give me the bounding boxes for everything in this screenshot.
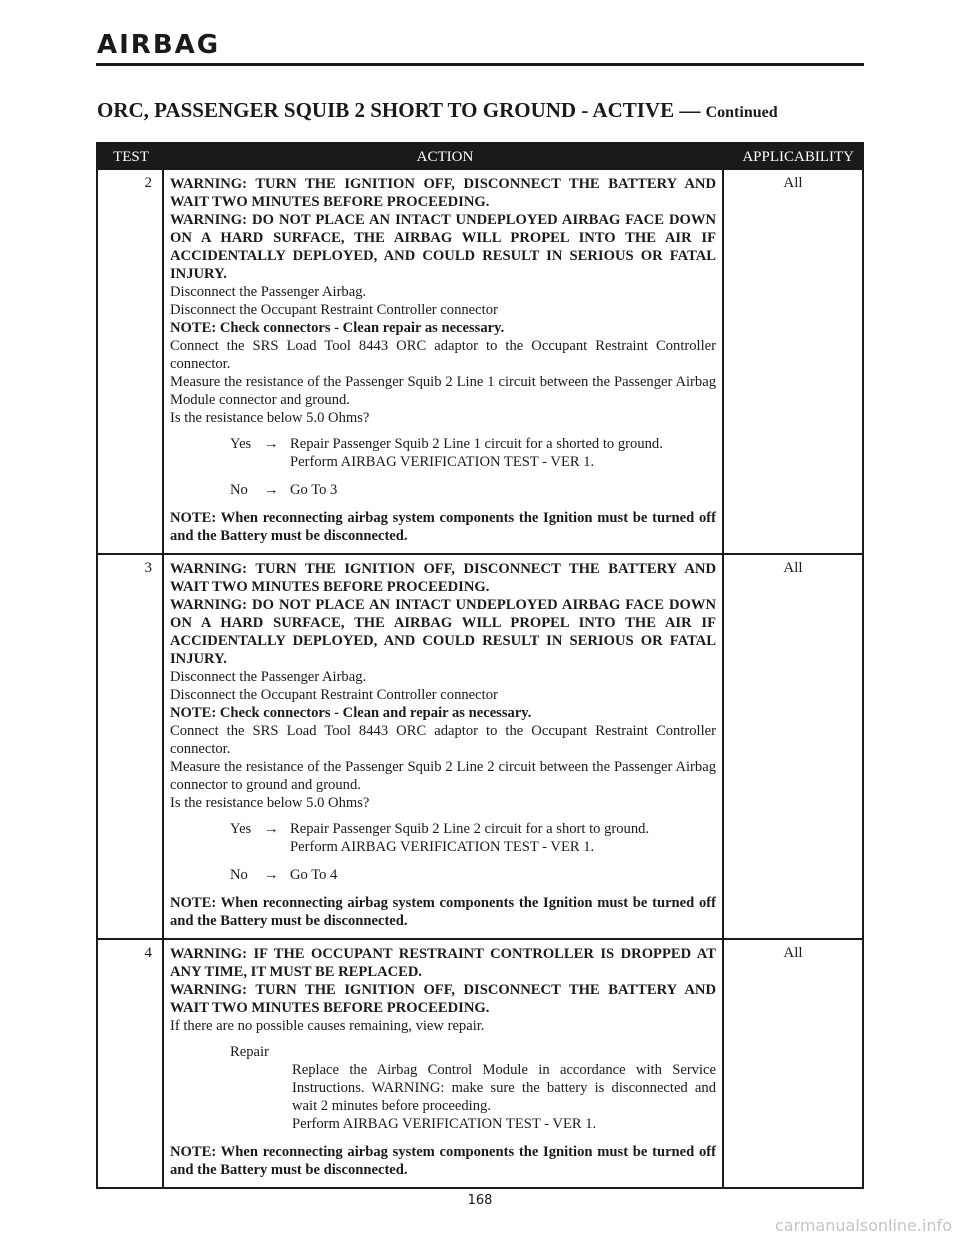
step-text: If there are no possible causes remaining, view repair. (170, 1018, 485, 1034)
step-text: Disconnect the Occupant Restraint Controller connector (170, 302, 498, 318)
action-cell (164, 555, 724, 938)
question-text: Is the resistance below 5.0 Ohms? (170, 795, 370, 811)
yes-label: Yes (230, 821, 252, 837)
note-text: NOTE: Check connectors - Clean repair as necessary. (170, 320, 505, 336)
yes-result (290, 435, 716, 471)
right-arrow-icon: → (264, 821, 279, 837)
column-header-applicability: APPLICABILITY (742, 148, 854, 165)
repair-label: Repair (230, 1044, 269, 1060)
no-branch (230, 866, 716, 884)
page-number: 168 (467, 1193, 493, 1208)
step-text: Disconnect the Passenger Airbag. (170, 284, 367, 300)
warning-text: WARNING: IF THE OCCUPANT RESTRAINT CONTROLLER IS DROPPED AT ANY TIME, IT MUST BE REPLACED. (170, 946, 716, 980)
column-header-action: ACTION (416, 148, 474, 165)
continued-label: Continued (705, 104, 778, 121)
yes-result (290, 820, 716, 856)
page-title-text: ORC, PASSENGER SQUIB 2 SHORT TO GROUND - ACTIVE — (97, 98, 701, 122)
step-text: Connect the SRS Load Tool 8443 ORC adaptor to the Occupant Restraint Controller connector. (170, 723, 716, 757)
applicability-cell: All (783, 175, 803, 191)
table-row-test-4 (98, 938, 862, 1187)
question-text: Is the resistance below 5.0 Ohms? (170, 410, 370, 426)
table-row-test-3 (98, 553, 862, 938)
repair-block (230, 1043, 716, 1133)
yes-result-text: Perform AIRBAG VERIFICATION TEST - VER 1. (290, 454, 595, 470)
table-header (98, 144, 862, 170)
step-text: Connect the SRS Load Tool 8443 ORC adaptor to the Occupant Restraint Controller connector. (170, 338, 716, 372)
note-text: NOTE: Check connectors - Clean and repair as necessary. (170, 705, 532, 721)
test-number: 4 (98, 940, 164, 1187)
step-text: Measure the resistance of the Passenger Squib 2 Line 2 circuit between the Passenger Airbag connector to ground and ground. (170, 759, 716, 793)
note-text: NOTE: When reconnecting airbag system components the Ignition must be turned off and the Battery must be disconnected. (170, 1144, 716, 1178)
yes-result-text: Perform AIRBAG VERIFICATION TEST - VER 1. (290, 839, 595, 855)
right-arrow-icon: → (264, 867, 279, 883)
repair-text: Perform AIRBAG VERIFICATION TEST - VER 1. (292, 1116, 597, 1132)
test-number: 3 (98, 555, 164, 938)
note-text: NOTE: When reconnecting airbag system components the Ignition must be turned off and the Battery must be disconnected. (170, 510, 716, 544)
test-number: 2 (98, 170, 164, 553)
applicability-cell: All (783, 945, 803, 961)
step-text: Disconnect the Passenger Airbag. (170, 669, 367, 685)
header-divider (96, 63, 864, 66)
yes-result-text: Repair Passenger Squib 2 Line 2 circuit for a short to ground. (290, 821, 650, 837)
right-arrow-icon: → (264, 482, 279, 498)
warning-text: WARNING: TURN THE IGNITION OFF, DISCONNECT THE BATTERY AND WAIT TWO MINUTES BEFORE PROCEEDING. (170, 982, 716, 1016)
table-row-test-2 (98, 170, 862, 553)
section-header: AIRBAG (97, 30, 221, 60)
no-branch (230, 481, 716, 499)
diagnostic-table (96, 142, 864, 1189)
warning-text: WARNING: TURN THE IGNITION OFF, DISCONNECT THE BATTERY AND WAIT TWO MINUTES BEFORE PROCEEDING. (170, 561, 716, 595)
right-arrow-icon: → (264, 436, 279, 452)
warning-text: WARNING: DO NOT PLACE AN INTACT UNDEPLOYED AIRBAG FACE DOWN ON A HARD SURFACE, THE AIRBAG WILL PROPEL INTO THE AIR IF ACCIDENTALLY DEPLOYED, AND COULD RESULT IN SERIOUS OR FATAL INJURY. (170, 212, 716, 282)
warning-text: WARNING: TURN THE IGNITION OFF, DISCONNECT THE BATTERY AND WAIT TWO MINUTES BEFORE PROCEEDING. (170, 176, 716, 210)
warning-text: WARNING: DO NOT PLACE AN INTACT UNDEPLOYED AIRBAG FACE DOWN ON A HARD SURFACE, THE AIRBAG WILL PROPEL INTO THE AIR IF ACCIDENTALLY DEPLOYED, AND COULD RESULT IN SERIOUS OR FATAL INJURY. (170, 597, 716, 667)
step-text: Measure the resistance of the Passenger Squib 2 Line 1 circuit between the Passenger Airbag Module connector and ground. (170, 374, 716, 408)
applicability-cell: All (783, 560, 803, 576)
no-result: Go To 4 (290, 867, 338, 883)
no-label: No (230, 482, 248, 498)
no-result: Go To 3 (290, 482, 338, 498)
column-header-test: TEST (113, 148, 149, 165)
no-label: No (230, 867, 248, 883)
note-text: NOTE: When reconnecting airbag system components the Ignition must be turned off and the Battery must be disconnected. (170, 895, 716, 929)
page-title (97, 98, 778, 123)
yes-result-text: Repair Passenger Squib 2 Line 1 circuit for a shorted to ground. (290, 436, 663, 452)
watermark: carmanualsonline.info (774, 1216, 952, 1235)
action-cell (164, 170, 724, 553)
repair-text: Replace the Airbag Control Module in accordance with Service Instructions. WARNING: make sure the battery is disconnected and wait 2 minutes before proceeding. (292, 1062, 716, 1114)
yes-branch (230, 435, 716, 471)
step-text: Disconnect the Occupant Restraint Controller connector (170, 687, 498, 703)
action-cell (164, 940, 724, 1187)
yes-label: Yes (230, 436, 252, 452)
yes-branch (230, 820, 716, 856)
